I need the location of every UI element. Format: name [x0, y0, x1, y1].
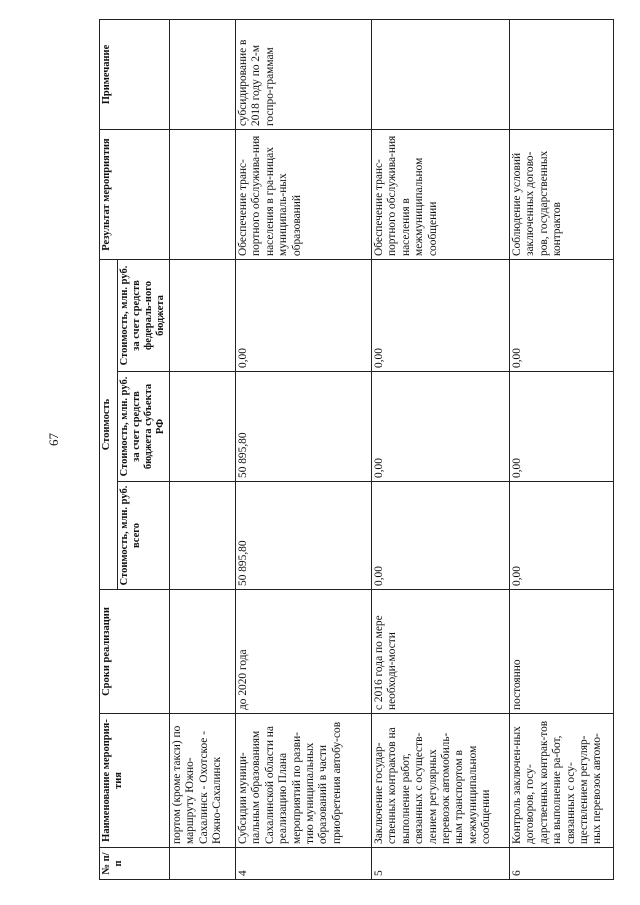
table-row — [170, 20, 236, 880]
cell-result: Обеспечение транс-портного обслужива-ния населения в межмуниципальном сообщении — [372, 130, 510, 260]
header-term: Сроки реализации — [100, 590, 170, 714]
header-cost-group: Стоимость — [100, 260, 118, 590]
header-subject: Стоимость, млн. руб. за счет средств бюджета субъекта РФ — [118, 372, 170, 482]
cell-name: Заключение государ-ственных контрактов на выполнение работ, связанных с осуществ-лением регулярных перевозок автомобиль-ным транспортом в межмуниципальном сообщении — [372, 714, 510, 848]
table-row — [236, 20, 372, 880]
cell-federal: 0,00 — [372, 260, 510, 372]
cell-federal — [170, 260, 236, 372]
cell-note — [372, 20, 510, 130]
header-no: № п/п — [100, 848, 170, 880]
cell-subject: 0,00 — [510, 372, 614, 482]
cell-term: до 2020 года — [236, 590, 372, 714]
header-total: Стоимость, млн. руб. всего — [118, 482, 170, 590]
cell-total: 0,00 — [372, 482, 510, 590]
header-result: Результат мероприятия — [100, 130, 170, 260]
header-federal: Стоимость, млн. руб. за счет средств федераль-ного бюджета — [118, 260, 170, 372]
header-row — [100, 20, 118, 880]
cell-result — [170, 130, 236, 260]
header-name: Наименование мероприя-тия — [100, 714, 170, 848]
cell-note — [510, 20, 614, 130]
cell-subject — [170, 372, 236, 482]
table-row — [510, 20, 614, 880]
cell-no: 5 — [372, 848, 510, 880]
cell-federal: 0,00 — [236, 260, 372, 372]
cell-note — [170, 20, 236, 130]
cell-total: 0,00 — [510, 482, 614, 590]
measures-table — [99, 19, 614, 880]
table-row — [372, 20, 510, 880]
header-note: Примечание — [100, 20, 170, 130]
cell-total: 50 895,80 — [236, 482, 372, 590]
cell-name: портом (кроме такси) по маршруту Южно-Сахалинск - Охотское - Южно-Сахалинск — [170, 714, 236, 848]
cell-term — [170, 590, 236, 714]
table-frame — [99, 30, 604, 880]
cell-name: Контроль заключен-ных договоров, госу-дарственных контрак-тов на выполнение ра-бот, связанных с осу-ществлением регуляр-ных перевозок автомо- — [510, 714, 614, 848]
cell-name: Субсидии муници-пальным образованиям Сахалинской области на реализацию Плана мероприятий по разви-тию муниципальных образований в части приобретения автобу-сов — [236, 714, 372, 848]
cell-term: постоянно — [510, 590, 614, 714]
cell-subject: 50 895,80 — [236, 372, 372, 482]
cell-total — [170, 482, 236, 590]
cell-note: субсидирование в 2018 году по 2-м госпро-граммам — [236, 20, 372, 130]
cell-result: Обеспечение транс-портного обслужива-ния населения в гра-ницах муниципаль-ных образований — [236, 130, 372, 260]
cell-result: Соблюдение условий заключенных догово-ров, государственных контрактов — [510, 130, 614, 260]
cell-subject: 0,00 — [372, 372, 510, 482]
cell-federal: 0,00 — [510, 260, 614, 372]
cell-no — [170, 848, 236, 880]
cell-no: 4 — [236, 848, 372, 880]
cell-term: с 2016 года по мере необходи-мости — [372, 590, 510, 714]
page-number: 67 — [46, 433, 61, 446]
cell-no: 6 — [510, 848, 614, 880]
